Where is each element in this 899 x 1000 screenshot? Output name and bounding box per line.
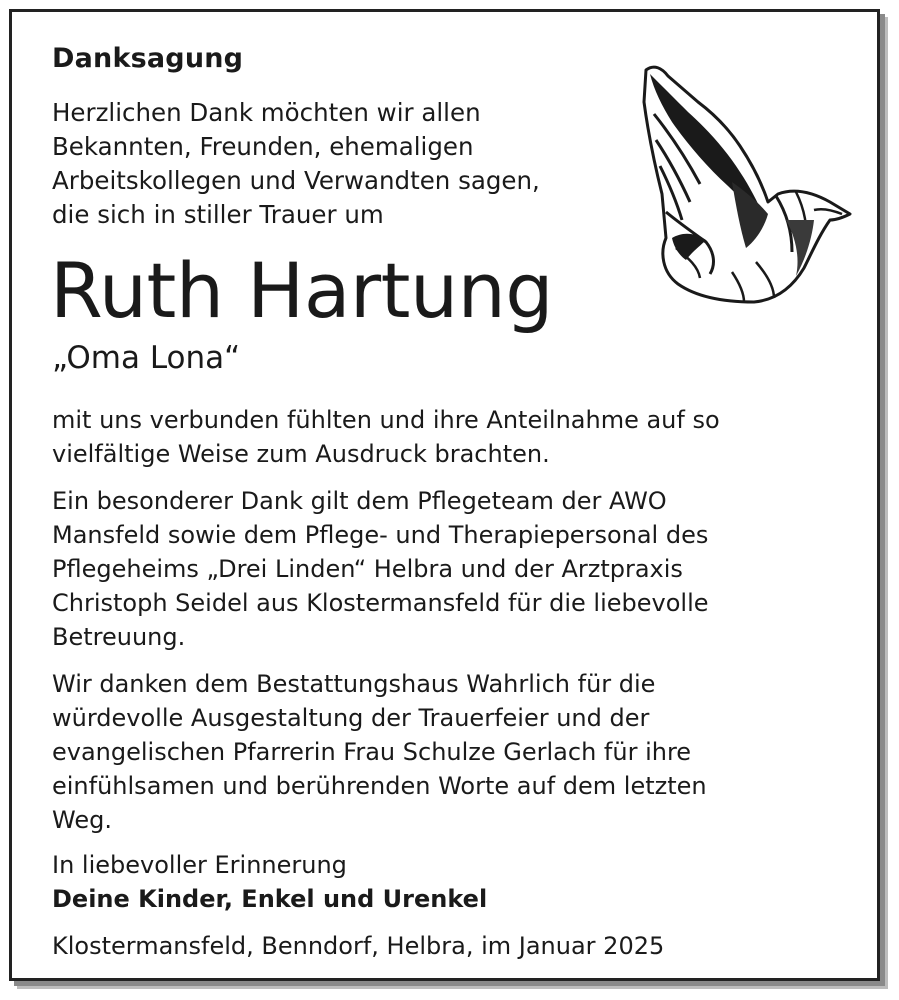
paragraph-line: mit uns verbunden fühlten und ihre Anteilnahme auf so	[52, 406, 720, 434]
paragraph-line: Wir danken dem Bestattungshaus Wahrlich für die	[52, 670, 656, 698]
deceased-nickname: „Oma Lona“	[52, 340, 241, 376]
paragraph-line: Ein besonderer Dank gilt dem Pflegeteam der AWO	[52, 487, 667, 515]
deceased-name: Ruth Hartung	[50, 246, 554, 335]
paragraph-line: Pflegeheims „Drei Linden“ Helbra und der Arztpraxis	[52, 555, 683, 583]
intro-text	[52, 96, 612, 232]
paragraph-bestattung	[52, 667, 842, 837]
praying-hands-icon	[636, 62, 858, 306]
closing-phrase: In liebevoller Erinnerung	[52, 851, 347, 879]
paragraph-line: vielfältige Weise zum Ausdruck brachten.	[52, 440, 550, 468]
paragraph-line: Weg.	[52, 806, 112, 834]
paragraph-anteilnahme	[52, 403, 842, 471]
location-date: Klostermansfeld, Benndorf, Helbra, im Januar 2025	[52, 932, 665, 960]
signature: Deine Kinder, Enkel und Urenkel	[52, 885, 488, 913]
paragraph-line: Betreuung.	[52, 623, 186, 651]
paragraph-line: Christoph Seidel aus Klostermansfeld für die liebevolle	[52, 589, 709, 617]
intro-line: die sich in stiller Trauer um	[52, 200, 384, 229]
paragraph-line: Mansfeld sowie dem Pflege- und Therapiepersonal des	[52, 521, 709, 549]
paragraph-line: evangelischen Pfarrerin Frau Schulze Gerlach für ihre	[52, 738, 692, 766]
notice-heading: Danksagung	[52, 43, 244, 74]
intro-line: Arbeitskollegen und Verwandten sagen,	[52, 166, 540, 195]
paragraph-line: würdevolle Ausgestaltung der Trauerfeier und der	[52, 704, 650, 732]
intro-line: Bekannten, Freunden, ehemaligen	[52, 132, 474, 161]
intro-line: Herzlichen Dank möchten wir allen	[52, 98, 481, 127]
paragraph-line: einfühlsamen und berührenden Worte auf dem letzten	[52, 772, 707, 800]
paragraph-pflegeteam	[52, 484, 842, 654]
